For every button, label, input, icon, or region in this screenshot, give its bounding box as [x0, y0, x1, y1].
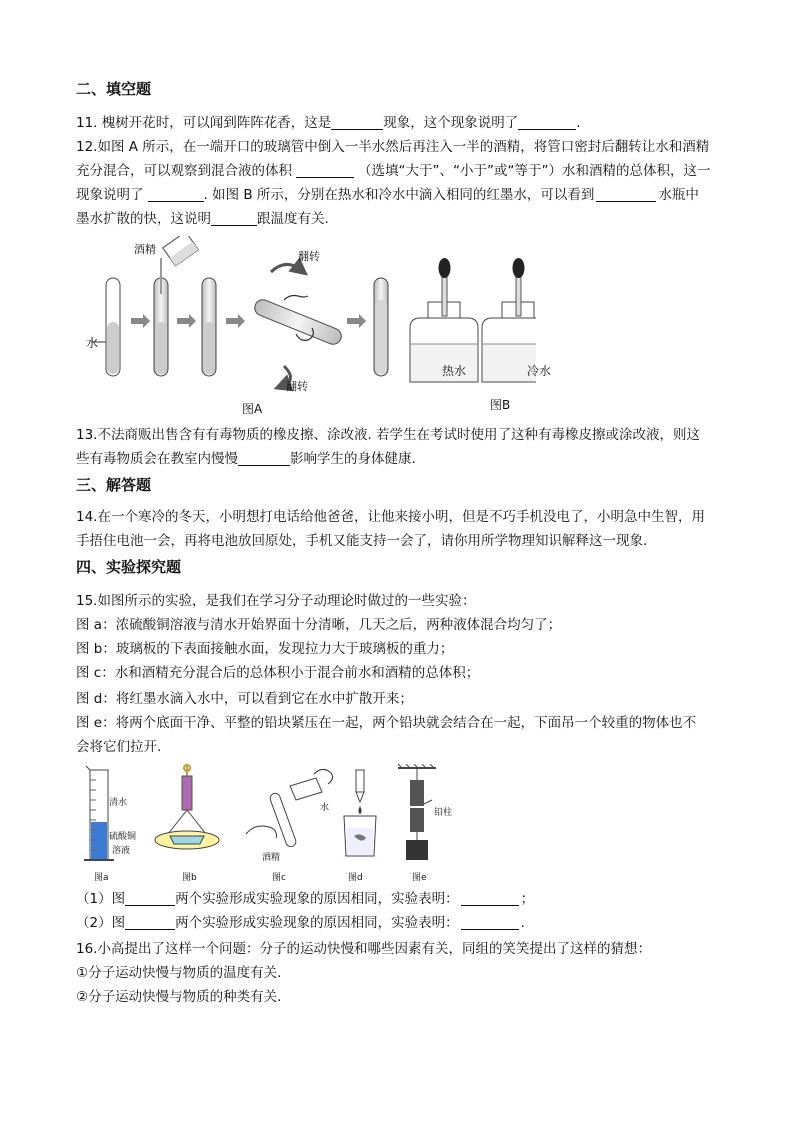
spring-scale-glass-plate	[155, 765, 219, 849]
lead-cylinders	[398, 764, 436, 860]
section-heading-experiment: 四、实验探究题	[76, 558, 182, 576]
test-tube-water	[92, 278, 120, 376]
answer-blank	[596, 187, 656, 202]
figure-a-caption: 图A	[242, 402, 263, 416]
answer-blank	[461, 915, 519, 930]
question-15-part-2: （2）图 两个实验形成实验现象的原因相同，实验表明： .	[76, 915, 525, 931]
answer-blank	[518, 115, 576, 130]
label-alcohol-c: 酒精	[262, 853, 281, 863]
answer-blank	[238, 451, 290, 466]
label-flip-top: 翻转	[298, 250, 320, 263]
question-15-a: 图 a：浓硫酸铜溶液与清水开始界面十分清晰，几天之后，两种液体混合均匀了；	[76, 617, 562, 633]
question-14-line-1: 14.在一个寒冷的冬天，小明想打电话给他爸爸，让他来接小明，但是不巧手机没电了，小明急中生智，用	[76, 509, 705, 525]
tilted-test-tube	[252, 297, 343, 346]
answer-blank	[296, 163, 354, 178]
section-heading-answer: 三、解答题	[76, 476, 152, 494]
label-cold-water: 冷水	[527, 364, 552, 378]
test-tube-mixed	[374, 278, 388, 376]
graduated-cylinder	[84, 766, 114, 860]
answer-blank	[331, 115, 383, 130]
figure-b-caption: 图B	[490, 398, 511, 412]
question-14-line-2: 手捂住电池一会，再将电池放回原处，手机又能支持一会了，请你用所学物理知识解释这一现象.	[76, 533, 648, 549]
question-16-line-2: ①分子运动快慢与物质的温度有关.	[76, 965, 282, 981]
answer-blank	[211, 211, 257, 226]
label-alcohol: 酒精	[134, 243, 156, 256]
question-12-line-1: 12.如图 A 所示，在一端开口的玻璃管中倒入一半水然后再注入一半的酒精，将管口密封后翻转让水和酒精	[76, 139, 710, 155]
question-13-line-2: 些有毒物质会在教室内慢慢 影响学生的身体健康.	[76, 451, 416, 467]
question-12-line-2: 充分混合，可以观察到混合液的体积 （选填“大于”、“小于”或“等于”）水和酒精的总体积，这一	[76, 163, 711, 179]
question-15-b: 图 b：玻璃板的下表面接触水面，发现拉力大于玻璃板的重力；	[76, 641, 454, 657]
question-15-intro: 15.如图所示的实验，是我们在学习分子动理论时做过的一些实验：	[76, 593, 476, 609]
question-15-c: 图 c：水和酒精充分混合后的总体积小于混合前水和酒精的总体积；	[76, 665, 480, 681]
figure-15e-caption: 图e	[412, 873, 427, 883]
figure-15a-caption: 图a	[94, 873, 109, 883]
label-lead-cylinder: 铅柱	[434, 808, 453, 818]
test-tube-full	[202, 278, 216, 376]
label-copper-sulfate-2: 溶液	[112, 846, 131, 856]
label-clear-water: 清水	[109, 798, 128, 808]
answer-blank	[461, 891, 519, 906]
question-15-e2: 会将它们拉开.	[76, 739, 162, 755]
question-12-line-4: 墨水扩散的快，这说明 跟温度有关.	[76, 211, 329, 227]
label-copper-sulfate-1: 硫酸铜	[109, 832, 137, 842]
label-hot-water: 热水	[442, 364, 467, 378]
test-tube-pouring	[154, 236, 198, 376]
section-heading-fill-blank: 二、填空题	[76, 80, 152, 98]
label-flip-bottom: 翻转	[286, 380, 308, 393]
question-12-line-3: 现象说明了 . 如图 B 所示，分别在热水和冷水中滴入相同的红墨水，可以看到 水瓶中	[76, 187, 699, 203]
answer-blank	[125, 891, 175, 906]
answer-blank	[148, 187, 204, 202]
question-16-line-1: 16.小高提出了这样一个问题：分子的运动快慢和哪些因素有关，同组的笑笑提出了这样的猜想：	[76, 941, 651, 957]
question-16-line-3: ②分子运动快慢与物质的种类有关.	[76, 989, 282, 1005]
question-11: 11. 槐树开花时，可以闻到阵阵花香，这是 现象，这个现象说明了 .	[76, 115, 581, 131]
question-15-d: 图 d：将红墨水滴入水中，可以看到它在水中扩散开来；	[76, 691, 413, 707]
figure-15c-caption: 图c	[272, 873, 286, 883]
figure-15b-caption: 图b	[182, 873, 197, 883]
question-13-line-1: 13.不法商贩出售含有有毒物质的橡皮擦、涂改液. 若学生在考试时使用了这种有毒橡皮擦或涂改液，则这	[76, 427, 701, 443]
label-water: 水	[86, 336, 99, 350]
figure-15d-caption: 图d	[348, 873, 363, 883]
label-water-d: 水	[320, 803, 330, 813]
dropper-beaker	[344, 770, 376, 856]
question-15-part-1: （1）图 两个实验形成实验现象的原因相同，实验表明： ；	[76, 891, 535, 907]
question-15-e1: 图 e：将两个底面干净、平整的铅块紧压在一起，两个铅块就会结合在一起，下面吊一个较重的物体也不	[76, 715, 697, 731]
answer-blank	[125, 915, 175, 930]
